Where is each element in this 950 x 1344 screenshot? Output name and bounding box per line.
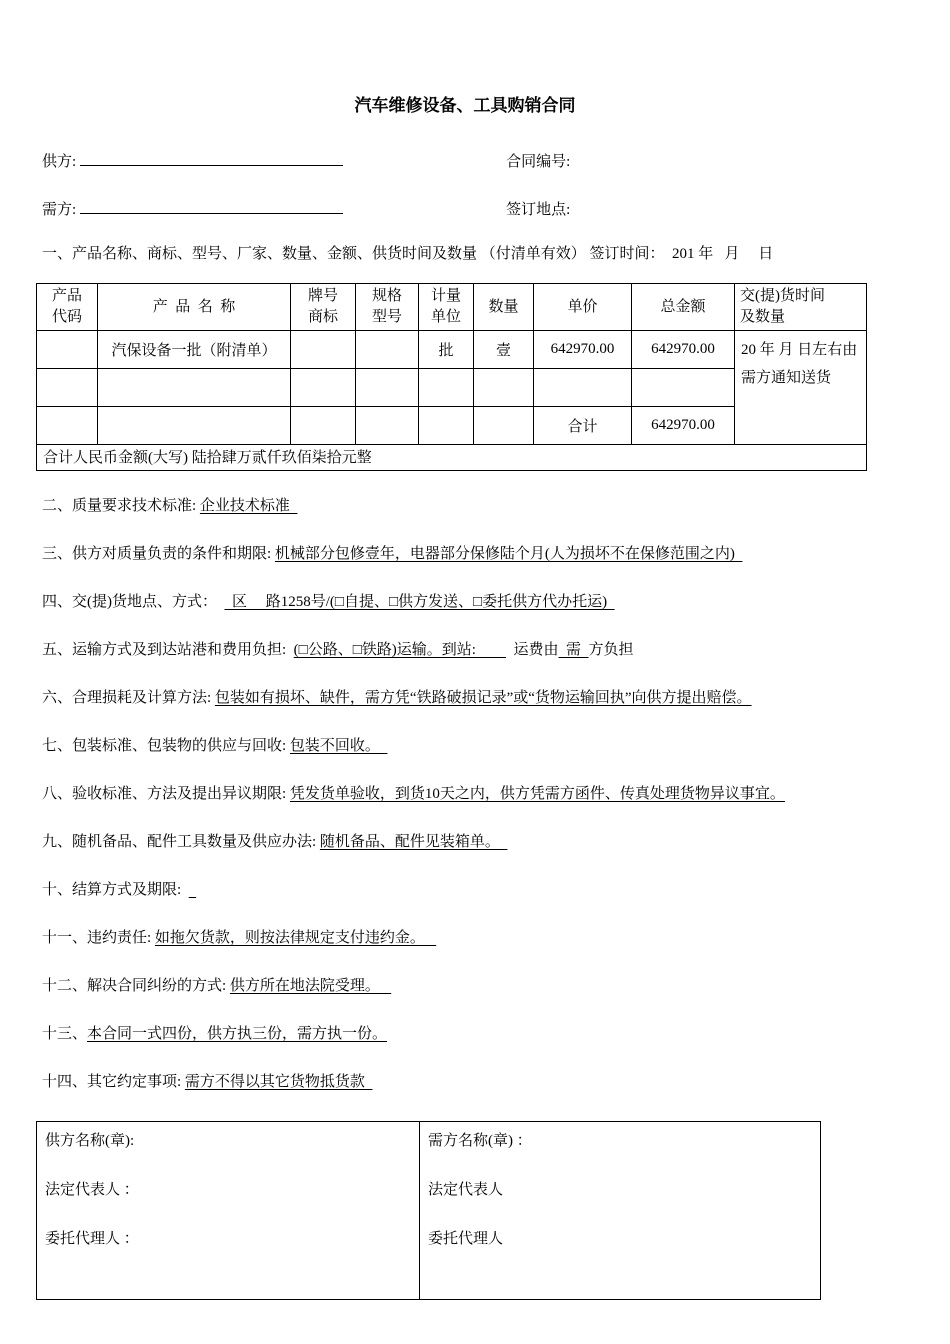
table-cell	[356, 369, 419, 407]
cell-subtotal-amount: 642970.00	[632, 407, 735, 445]
cell-total-amount: 642970.00	[632, 331, 735, 369]
section-one-line: 一、产品名称、商标、型号、厂家、数量、金额、供货时间及数量 （付清单有效） 签订时间： 201 年 月 日	[42, 246, 774, 262]
signature-line: 供方名称(章):	[45, 1133, 135, 1149]
col-header-model: 规格 型号	[356, 284, 419, 331]
clause-3	[42, 545, 894, 564]
table-cell	[37, 407, 98, 445]
clause-10	[42, 881, 894, 900]
signature-line: 委托代理人	[428, 1231, 504, 1247]
table-cell	[98, 369, 291, 407]
clause-filled-value: 企业技术标准	[199, 498, 298, 514]
clause-filled-value: 随机备品、配件见装箱单。	[319, 834, 508, 850]
col-header-brand: 牌号 商标	[291, 284, 356, 331]
clause-filled-value: (□公路、□铁路)运输。到站:	[293, 642, 506, 658]
table-cell	[356, 331, 419, 369]
table-cell	[291, 331, 356, 369]
table-cell	[37, 331, 98, 369]
clause-label: 四、交(提)货地点、方式：	[42, 594, 225, 610]
product-table	[36, 283, 867, 471]
supplier-blank-field[interactable]	[80, 149, 343, 166]
table-cell	[291, 407, 356, 445]
col-header-delivery-time: 交(提)货时间 及数量	[735, 284, 867, 331]
supplier-label: 供方:	[42, 154, 77, 170]
clause-label: 八、验收标准、方法及提出异议期限:	[42, 786, 290, 802]
clause-label: 十一、违约责任:	[42, 930, 155, 946]
clause-11	[42, 929, 894, 948]
clause-filled-value: 本合同一式四份，供方执三份，需方执一份。	[87, 1026, 388, 1042]
buyer-blank-field[interactable]	[80, 197, 343, 214]
table-cell	[98, 407, 291, 445]
clause-14	[42, 1073, 894, 1092]
clause-5	[42, 641, 894, 660]
col-header-product-name: 产 品 名 称	[98, 284, 291, 331]
clause-label: 七、包装标准、包装物的供应与回收:	[42, 738, 290, 754]
col-header-total-amount: 总金额	[632, 284, 735, 331]
clause-label: 十四、其它约定事项:	[42, 1074, 185, 1090]
clause-label: 九、随机备品、配件工具数量及供应办法:	[42, 834, 320, 850]
clause-label: 十二、解决合同纠纷的方式:	[42, 978, 230, 994]
signature-line: 法定代表人 ：	[45, 1182, 139, 1198]
document-title: 汽车维修设备、工具购销合同	[354, 96, 576, 115]
table-cell	[419, 369, 474, 407]
product-table-header-row	[37, 284, 867, 331]
clause-6	[42, 689, 894, 708]
supplier-row	[42, 149, 894, 169]
cell-quantity: 壹	[474, 331, 534, 369]
clause-2	[42, 497, 894, 516]
clause-label: 二、质量要求技术标准:	[42, 498, 200, 514]
clauses	[42, 497, 894, 1092]
table-cell	[291, 369, 356, 407]
sign-place-label: 签订地点:	[506, 202, 571, 218]
signature-line: 法定代表人	[428, 1182, 504, 1198]
clause-filled-value: 如拖欠货款，则按法律规定支付违约金。	[154, 930, 437, 946]
cell-product-name: 汽保设备一批（附清单）	[98, 331, 291, 369]
cell-unit: 批	[419, 331, 474, 369]
clause-filled-value: 区 路1258号/(□自提、□供方发送、□委托供方代办托运)	[224, 594, 615, 610]
clause-12	[42, 977, 894, 996]
table-cell	[356, 407, 419, 445]
clause-label: 方负担	[588, 642, 634, 658]
clause-label: 六、合理损耗及计算方法:	[42, 690, 215, 706]
clause-label: 五、运输方式及到达站港和费用负担:	[42, 642, 294, 658]
signature-right-cell	[420, 1122, 821, 1300]
clause-filled-value: 供方所在地法院受理。	[229, 978, 392, 994]
signature-line: 委托代理人 ：	[45, 1231, 139, 1247]
col-header-quantity: 数量	[474, 284, 534, 331]
col-header-product-code: 产品 代码	[37, 284, 98, 331]
cell-subtotal-label: 合计	[534, 407, 632, 445]
col-header-unit-price: 单价	[534, 284, 632, 331]
col-header-unit: 计量 单位	[419, 284, 474, 331]
cell-amount-in-words: 合计人民币金额(大写) 陆拾肆万贰仟玖佰柒拾元整	[37, 445, 867, 471]
clause-filled-value: 需方不得以其它货物抵货款	[184, 1074, 373, 1090]
clause-label: 十三、	[42, 1026, 88, 1042]
clause-8	[42, 785, 894, 804]
signature-left-cell	[37, 1122, 420, 1300]
clause-filled-value: 机械部分包修壹年，电器部分保修陆个月(人为损坏不在保修范围之内)	[274, 546, 743, 562]
cell-delivery-note: 20 年 月 日左右由需方通知送货	[735, 331, 867, 445]
signature-row	[37, 1122, 821, 1300]
table-cell	[474, 369, 534, 407]
buyer-label: 需方:	[42, 202, 77, 218]
signature-line: 需方名称(章) ：	[428, 1133, 532, 1149]
clause-label: 运费由	[505, 642, 559, 658]
table-cell	[37, 369, 98, 407]
table-cell	[632, 369, 735, 407]
clause-filled-value: 包装如有损坏、缺件，需方凭“铁路破损记录”或“货物运输回执”向供方提出赔偿。	[214, 690, 752, 706]
clause-filled-value: 包装不回收。	[289, 738, 388, 754]
clause-4	[42, 593, 894, 612]
buyer-row	[42, 197, 894, 217]
clause-label: 三、供方对质量负责的条件和期限:	[42, 546, 275, 562]
clause-filled-value: 需	[558, 642, 589, 658]
cell-unit-price: 642970.00	[534, 331, 632, 369]
clause-13	[42, 1025, 894, 1044]
table-cell	[534, 369, 632, 407]
clause-filled-value	[189, 882, 197, 898]
clause-9	[42, 833, 894, 852]
signature-table	[36, 1121, 821, 1300]
clause-filled-value: 凭发货单验收，到货10天之内，供方凭需方函件、传真处理货物异议事宜。	[289, 786, 785, 802]
amount-in-words-row	[37, 445, 867, 471]
table-cell	[474, 407, 534, 445]
clause-7	[42, 737, 894, 756]
contract-no-label: 合同编号:	[506, 154, 571, 170]
clause-label: 十、结算方式及期限:	[42, 882, 189, 898]
product-row-1	[37, 331, 867, 369]
table-cell	[419, 407, 474, 445]
